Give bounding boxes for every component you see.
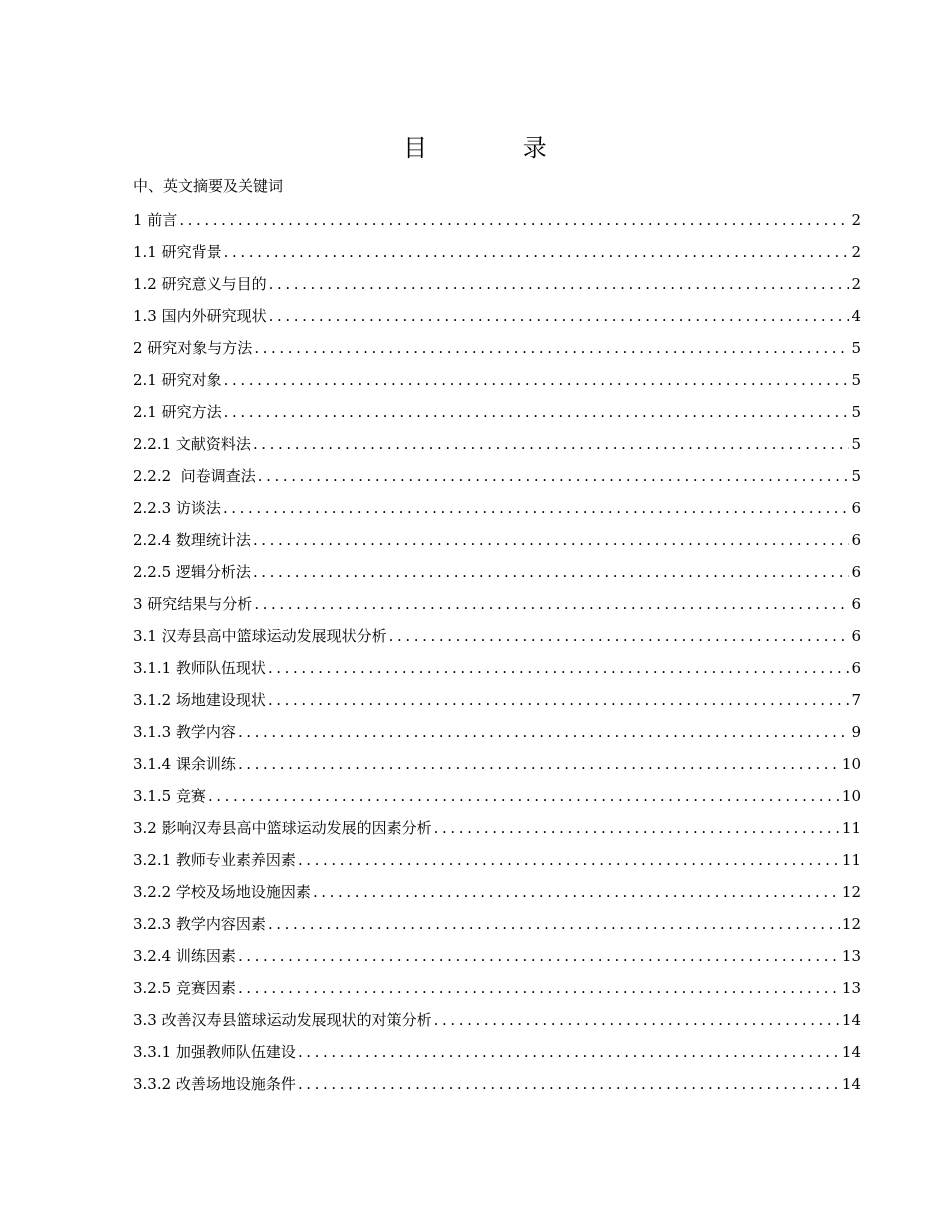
toc-leader-dots [253, 559, 850, 585]
toc-entry-label: 1.1 研究背景 [133, 243, 222, 261]
toc-entry-label: 2.2.1 文献资料法 [133, 435, 251, 453]
toc-entry-label: 2 研究对象与方法 [133, 339, 253, 357]
toc-leader-dots [268, 687, 850, 713]
toc-entry-page-number: 13 [841, 947, 861, 965]
toc-entry[interactable] [133, 527, 861, 559]
toc-entry[interactable] [133, 271, 861, 303]
toc-entry-page-number: 5 [851, 339, 861, 357]
toc-entry-page-number: 13 [841, 979, 861, 997]
toc-entry-page-number: 6 [851, 499, 861, 517]
toc-entry-page-number: 2 [851, 275, 861, 293]
toc-entry-page-number: 14 [841, 1075, 861, 1093]
toc-leader-dots [253, 431, 850, 457]
toc-entry-label: 1.2 研究意义与目的 [133, 275, 267, 293]
toc-entry-label: 3.2 影响汉寿县高中篮球运动发展的因素分析 [133, 819, 432, 837]
toc-entry[interactable] [133, 847, 861, 879]
toc-entry[interactable] [133, 239, 861, 271]
toc-leader-dots [179, 207, 849, 233]
toc-entry-page-number: 14 [841, 1011, 861, 1029]
toc-entry-label: 3.2.5 竞赛因素 [133, 979, 236, 997]
toc-entry[interactable] [133, 751, 861, 783]
table-of-contents [133, 207, 861, 1103]
page-title: 目 录 [403, 134, 591, 162]
toc-entry-label: 2.1 研究方法 [133, 403, 222, 421]
toc-entry[interactable] [133, 687, 861, 719]
toc-entry-page-number: 6 [851, 627, 861, 645]
toc-entry[interactable] [133, 655, 861, 687]
toc-entry-label: 1 前言 [133, 211, 178, 229]
toc-entry-page-number: 5 [851, 435, 861, 453]
toc-entry[interactable] [133, 1039, 861, 1071]
toc-entry[interactable] [133, 943, 861, 975]
toc-entry-page-number: 7 [851, 691, 861, 709]
toc-entry-label: 3.1 汉寿县高中篮球运动发展现状分析 [133, 627, 387, 645]
toc-leader-dots [268, 655, 850, 681]
toc-leader-dots [223, 495, 850, 521]
toc-entry-label: 3.3.1 加强教师队伍建设 [133, 1043, 296, 1061]
toc-entry-label: 3.1.4 课余训练 [133, 755, 236, 773]
toc-leader-dots [208, 783, 840, 809]
toc-entry-page-number: 11 [841, 851, 861, 869]
toc-entry-page-number: 12 [841, 915, 861, 933]
toc-leader-dots [434, 1007, 840, 1033]
toc-leader-dots [269, 303, 850, 329]
toc-entry[interactable] [133, 335, 861, 367]
toc-entry[interactable] [133, 719, 861, 751]
toc-entry-label: 3.2.2 学校及场地设施因素 [133, 883, 311, 901]
toc-leader-dots [269, 271, 850, 297]
toc-entry[interactable] [133, 431, 861, 463]
toc-leader-dots [298, 847, 840, 873]
toc-entry-label: 1.3 国内外研究现状 [133, 307, 267, 325]
toc-entry-page-number: 5 [851, 371, 861, 389]
toc-entry-page-number: 4 [851, 307, 861, 325]
toc-entry-page-number: 11 [841, 819, 861, 837]
toc-entry-page-number: 12 [841, 883, 861, 901]
toc-entry[interactable] [133, 559, 861, 591]
toc-entry-page-number: 2 [851, 243, 861, 261]
toc-entry-page-number: 6 [851, 563, 861, 581]
toc-entry[interactable] [133, 207, 861, 239]
toc-entry[interactable] [133, 975, 861, 1007]
toc-entry[interactable] [133, 911, 861, 943]
toc-entry-page-number: 9 [851, 723, 861, 741]
toc-entry-page-number: 2 [851, 211, 861, 229]
toc-leader-dots [313, 879, 840, 905]
toc-leader-dots [389, 623, 850, 649]
toc-entry-label: 3.3 改善汉寿县篮球运动发展现状的对策分析 [133, 1011, 432, 1029]
toc-entry-page-number: 5 [851, 403, 861, 421]
toc-entry-label: 3.2.3 教学内容因素 [133, 915, 266, 933]
abstract-keywords-heading: 中、英文摘要及关键词 [133, 177, 284, 195]
toc-entry-label: 3.1.3 教学内容 [133, 723, 236, 741]
toc-entry-label: 3.3.2 改善场地设施条件 [133, 1075, 296, 1093]
toc-entry-label: 3.1.1 教师队伍现状 [133, 659, 266, 677]
toc-entry[interactable] [133, 815, 861, 847]
toc-entry[interactable] [133, 1007, 861, 1039]
toc-entry[interactable] [133, 367, 861, 399]
toc-entry-label: 2.2.2 问卷调查法 [133, 467, 256, 485]
toc-entry-page-number: 14 [841, 1043, 861, 1061]
toc-entry[interactable] [133, 1071, 861, 1103]
toc-entry-page-number: 6 [851, 659, 861, 677]
toc-leader-dots [238, 943, 840, 969]
toc-entry-label: 3.1.2 场地建设现状 [133, 691, 266, 709]
toc-entry-page-number: 6 [851, 595, 861, 613]
toc-leader-dots [254, 591, 849, 617]
toc-leader-dots [434, 815, 840, 841]
toc-entry[interactable] [133, 783, 861, 815]
toc-entry-label: 2.1 研究对象 [133, 371, 222, 389]
toc-entry[interactable] [133, 623, 861, 655]
toc-entry[interactable] [133, 495, 861, 527]
toc-leader-dots [224, 239, 850, 265]
toc-entry-page-number: 5 [851, 467, 861, 485]
toc-entry-page-number: 10 [841, 755, 861, 773]
toc-entry[interactable] [133, 879, 861, 911]
toc-entry-label: 3.1.5 竞赛 [133, 787, 206, 805]
toc-entry[interactable] [133, 591, 861, 623]
toc-entry-label: 3.2.4 训练因素 [133, 947, 236, 965]
toc-entry-label: 2.2.5 逻辑分析法 [133, 563, 251, 581]
toc-leader-dots [268, 911, 840, 937]
toc-entry-page-number: 10 [841, 787, 861, 805]
toc-leader-dots [238, 975, 840, 1001]
toc-entry[interactable] [133, 303, 861, 335]
toc-entry-label: 2.2.4 数理统计法 [133, 531, 251, 549]
toc-leader-dots [224, 399, 850, 425]
toc-entry-label: 3 研究结果与分析 [133, 595, 253, 613]
toc-entry[interactable] [133, 463, 861, 495]
toc-leader-dots [254, 335, 849, 361]
toc-leader-dots [298, 1039, 840, 1065]
toc-leader-dots [298, 1071, 840, 1097]
toc-entry-label: 3.2.1 教师专业素养因素 [133, 851, 296, 869]
toc-leader-dots [258, 463, 850, 489]
toc-entry-label: 2.2.3 访谈法 [133, 499, 221, 517]
toc-leader-dots [238, 719, 850, 745]
toc-entry[interactable] [133, 399, 861, 431]
toc-leader-dots [253, 527, 850, 553]
toc-leader-dots [224, 367, 850, 393]
toc-entry-page-number: 6 [851, 531, 861, 549]
toc-leader-dots [238, 751, 840, 777]
